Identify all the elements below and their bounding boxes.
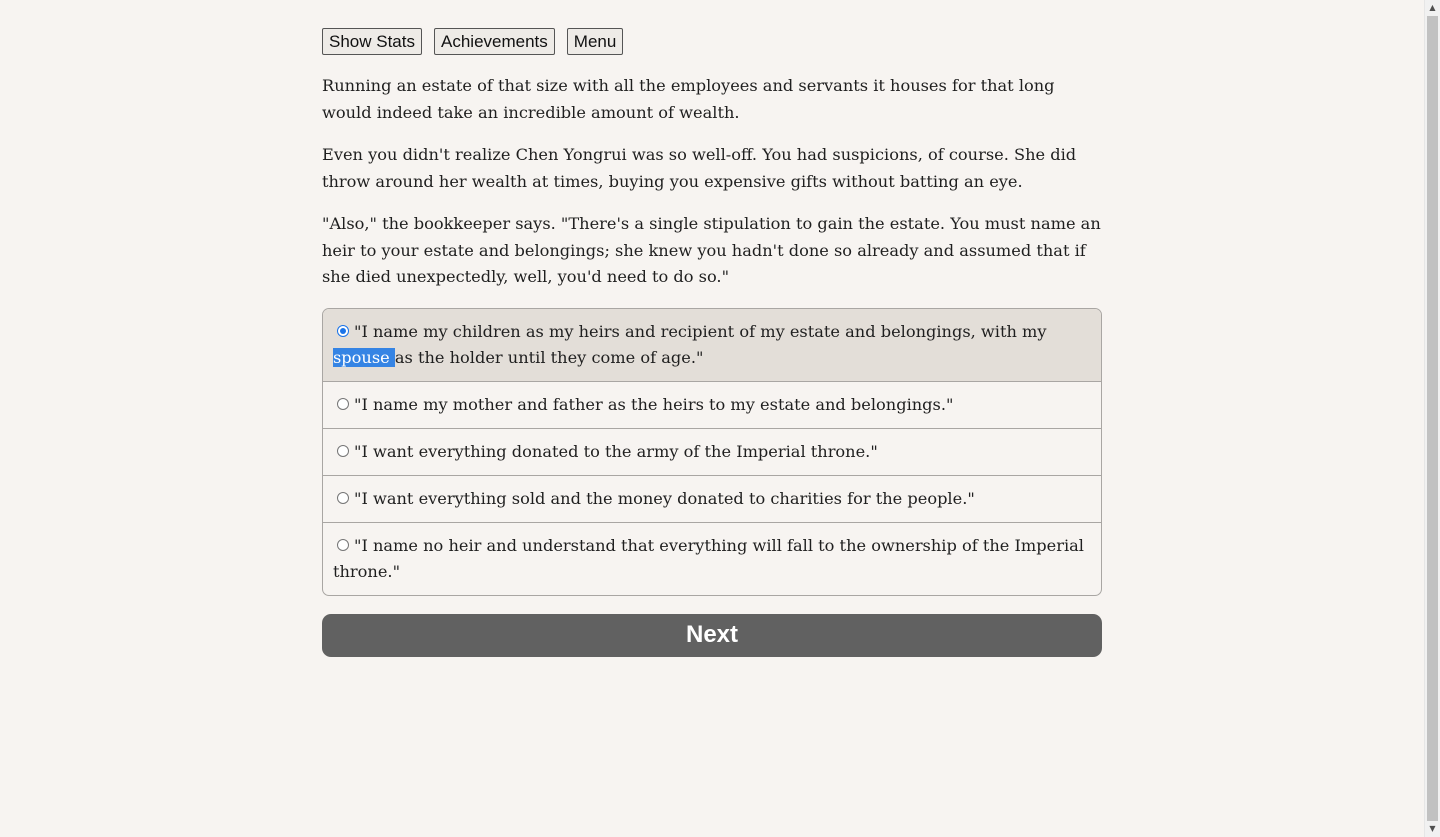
choice-text: "I want everything donated to the army of the Imperial throne." xyxy=(354,441,878,461)
story-text xyxy=(322,73,1102,291)
vertical-scrollbar[interactable] xyxy=(1424,0,1440,837)
radio-icon[interactable] xyxy=(337,492,349,504)
radio-icon[interactable] xyxy=(337,398,349,410)
choice-option-children-heirs[interactable] xyxy=(323,309,1101,381)
story-paragraph: Running an estate of that size with all the employees and servants it houses for that long would indeed take an incredible amount of wealth. xyxy=(322,76,1055,122)
achievements-button[interactable]: Achievements xyxy=(434,28,555,55)
choice-text: as the holder until they come of age." xyxy=(394,347,704,367)
choice-list xyxy=(322,308,1102,596)
choice-text: "I name no heir and understand that everything will fall to the ownership of the Imperial throne." xyxy=(333,535,1084,581)
game-container xyxy=(322,28,1102,657)
radio-icon[interactable] xyxy=(337,539,349,551)
choice-option-donate-army[interactable] xyxy=(323,428,1101,475)
scroll-down-arrow-icon[interactable]: ▼ xyxy=(1429,824,1436,833)
scrollbar-thumb[interactable] xyxy=(1427,16,1438,821)
choice-option-parents-heirs[interactable] xyxy=(323,381,1101,428)
radio-selected-icon[interactable] xyxy=(337,325,349,337)
show-stats-button[interactable]: Show Stats xyxy=(322,28,422,55)
scroll-up-arrow-icon[interactable]: ▲ xyxy=(1429,3,1436,12)
next-button[interactable]: Next xyxy=(322,614,1102,657)
choice-option-no-heir[interactable] xyxy=(323,522,1101,595)
story-paragraph: Even you didn't realize Chen Yongrui was so well-off. You had suspicions, of course. She did throw around her wealth at times, buying you expensive gifts without batting an eye. xyxy=(322,145,1077,191)
choice-text: "I name my mother and father as the heirs to my estate and belongings." xyxy=(354,394,954,414)
choice-text: "I want everything sold and the money donated to charities for the people." xyxy=(354,488,975,508)
top-toolbar xyxy=(322,28,1102,55)
story-paragraph: "Also," the bookkeeper says. "There's a single stipulation to gain the estate. You must name an heir to your estate and belongings; she knew you hadn't done so already and assumed that if she died unexpectedly, well, you'd need to do so." xyxy=(322,214,1101,286)
radio-icon[interactable] xyxy=(337,445,349,457)
selected-text-highlight: spouse xyxy=(333,347,395,367)
choice-text: "I name my children as my heirs and recipient of my estate and belongings, with my xyxy=(354,321,1047,341)
choice-option-donate-charities[interactable] xyxy=(323,475,1101,522)
menu-button[interactable]: Menu xyxy=(567,28,624,55)
